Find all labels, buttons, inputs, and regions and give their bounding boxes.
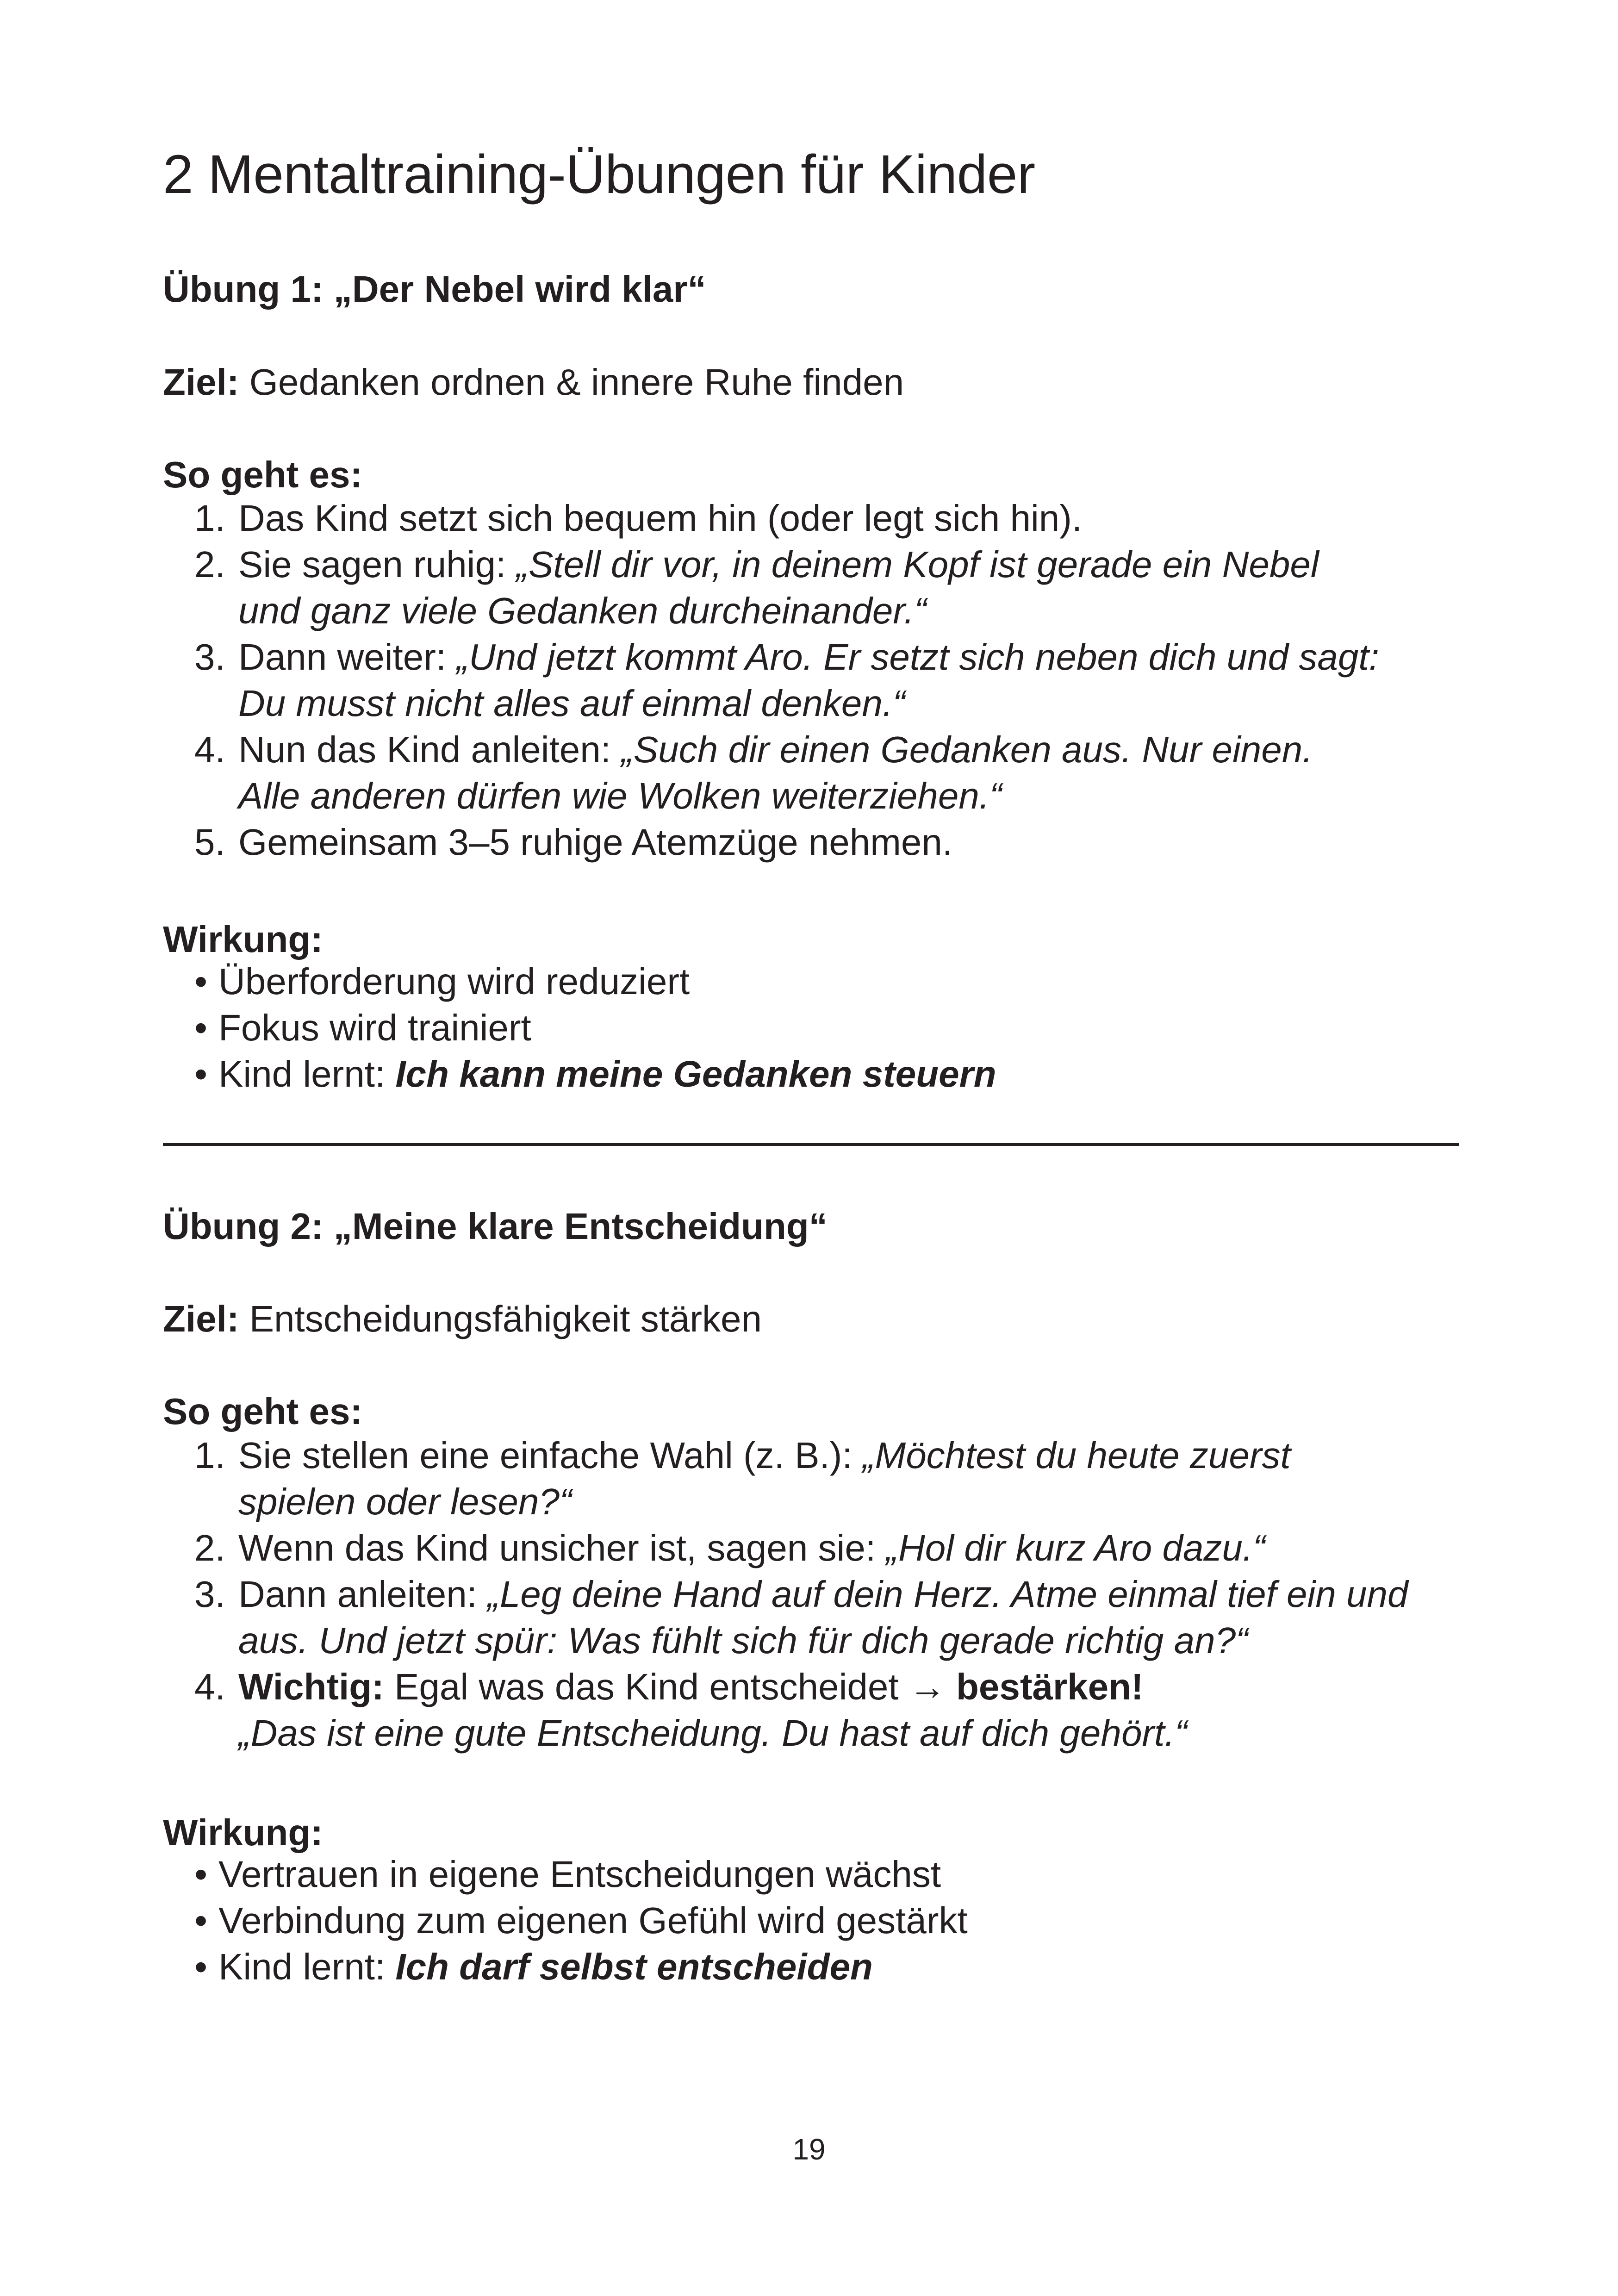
step-line <box>238 680 1379 727</box>
step-line <box>238 773 1379 819</box>
step-text: Dann anleiten: <box>238 1574 488 1615</box>
step-emphasis: bestärken! <box>956 1666 1144 1707</box>
step-line <box>238 1525 1408 1571</box>
step-emphasis: Wichtig: <box>238 1666 384 1707</box>
effect-item <box>163 1944 968 1990</box>
exercise-goal <box>163 361 904 403</box>
step-quote: „Stell dir vor, in deinem Kopf ist gerade ein Nebel <box>516 544 1319 585</box>
step-line <box>238 541 1379 588</box>
how-heading: So geht es: <box>163 454 363 495</box>
bullet-icon: • <box>194 1900 208 1941</box>
goal-label: Ziel: <box>163 361 239 403</box>
bullet-icon: • <box>194 1946 208 1987</box>
bullet-icon: • <box>194 1007 208 1048</box>
step-number: 2. <box>194 544 225 585</box>
step-number: 1. <box>194 498 225 539</box>
step-number: 3. <box>194 1574 225 1615</box>
effect-text: Kind lernt: <box>218 1053 396 1095</box>
effect-heading: Wirkung: <box>163 919 323 960</box>
step-quote: aus. Und jetzt spür: Was fühlt sich für dich gerade richtig an?“ <box>238 1620 1248 1661</box>
effect-emphasis: Ich kann meine Gedanken steuern <box>395 1053 996 1095</box>
step-number: 4. <box>194 1666 225 1707</box>
step-line <box>238 1618 1408 1664</box>
step-line <box>238 1432 1408 1479</box>
step-quote: Alle anderen dürfen wie Wolken weiterziehen.“ <box>238 775 1002 816</box>
effect-text: Verbindung zum eigenen Gefühl wird gestärkt <box>218 1900 968 1941</box>
effect-item <box>163 1898 968 1944</box>
step-number: 4. <box>194 729 225 770</box>
step-item <box>163 727 1379 819</box>
step-text: Nun das Kind anleiten: <box>238 729 622 770</box>
effect-text: Überforderung wird reduziert <box>218 961 690 1002</box>
steps-list <box>163 495 1379 865</box>
step-item <box>163 1432 1408 1525</box>
step-quote: spielen oder lesen?“ <box>238 1481 572 1522</box>
chapter-title: 2 Mentaltraining-Übungen für Kinder <box>163 144 1035 205</box>
step-line <box>238 1710 1408 1756</box>
bullet-icon: • <box>194 1854 208 1895</box>
step-text: Wenn das Kind unsicher ist, sagen sie: <box>238 1527 886 1568</box>
step-line <box>238 1571 1408 1618</box>
step-item <box>163 1571 1408 1664</box>
step-line <box>238 588 1379 634</box>
effect-item <box>163 1005 996 1051</box>
step-line <box>238 819 1379 865</box>
step-line <box>238 1664 1408 1710</box>
effect-text: Fokus wird trainiert <box>218 1007 531 1048</box>
step-number: 5. <box>194 821 225 863</box>
step-item <box>163 495 1379 541</box>
goal-text: Gedanken ordnen & innere Ruhe finden <box>249 361 904 403</box>
step-item <box>163 1525 1408 1571</box>
step-item <box>163 819 1379 865</box>
page-number: 19 <box>792 2133 826 2166</box>
step-quote: und ganz viele Gedanken durcheinander.“ <box>238 590 927 631</box>
step-quote: „Und jetzt kommt Aro. Er setzt sich neben dich und sagt: <box>456 636 1379 678</box>
step-line <box>238 634 1379 680</box>
step-item <box>163 1664 1408 1756</box>
step-text: Egal was das Kind entscheidet → <box>384 1666 957 1707</box>
step-text: Sie stellen eine einfache Wahl (z. B.): <box>238 1435 863 1476</box>
steps-list <box>163 1432 1408 1756</box>
goal-text: Entscheidungsfähigkeit stärken <box>249 1298 762 1339</box>
exercise-goal <box>163 1300 762 1338</box>
exercise-heading: Übung 2: „Meine klare Entscheidung“ <box>163 1206 828 1247</box>
effects-list <box>163 958 996 1097</box>
bullet-icon: • <box>194 1053 208 1095</box>
step-item <box>163 541 1379 634</box>
step-text: Dann weiter: <box>238 636 457 678</box>
section-divider <box>163 1143 1459 1146</box>
how-heading: So geht es: <box>163 1391 363 1432</box>
effect-item <box>163 958 996 1005</box>
effect-item <box>163 1051 996 1097</box>
step-number: 1. <box>194 1435 225 1476</box>
effect-text: Kind lernt: <box>218 1946 396 1987</box>
step-line <box>238 1479 1408 1525</box>
bullet-icon: • <box>194 961 208 1002</box>
step-line <box>238 727 1379 773</box>
step-number: 3. <box>194 636 225 678</box>
exercise-heading: Übung 1: „Der Nebel wird klar“ <box>163 268 706 310</box>
step-number: 2. <box>194 1527 225 1568</box>
step-quote: „Leg deine Hand auf dein Herz. Atme einmal tief ein und <box>487 1574 1408 1615</box>
step-text: Sie sagen ruhig: <box>238 544 517 585</box>
effect-emphasis: Ich darf selbst entscheiden <box>395 1946 873 1987</box>
step-item <box>163 634 1379 727</box>
goal-label: Ziel: <box>163 1298 239 1339</box>
effects-list <box>163 1851 968 1990</box>
step-text: Das Kind setzt sich bequem hin (oder legt sich hin). <box>238 498 1083 539</box>
effect-text: Vertrauen in eigene Entscheidungen wächst <box>218 1854 941 1895</box>
step-line <box>238 495 1379 541</box>
effect-item <box>163 1851 968 1898</box>
step-quote: „Hol dir kurz Aro dazu.“ <box>886 1527 1265 1568</box>
effect-heading: Wirkung: <box>163 1812 323 1853</box>
step-quote: Du musst nicht alles auf einmal denken.“ <box>238 683 905 724</box>
step-text: Gemeinsam 3–5 ruhige Atemzüge nehmen. <box>238 821 953 863</box>
step-quote: „Such dir einen Gedanken aus. Nur einen. <box>621 729 1313 770</box>
step-quote: „Das ist eine gute Entscheidung. Du hast auf dich gehört.“ <box>238 1712 1188 1754</box>
step-quote: „Möchtest du heute zuerst <box>862 1435 1291 1476</box>
